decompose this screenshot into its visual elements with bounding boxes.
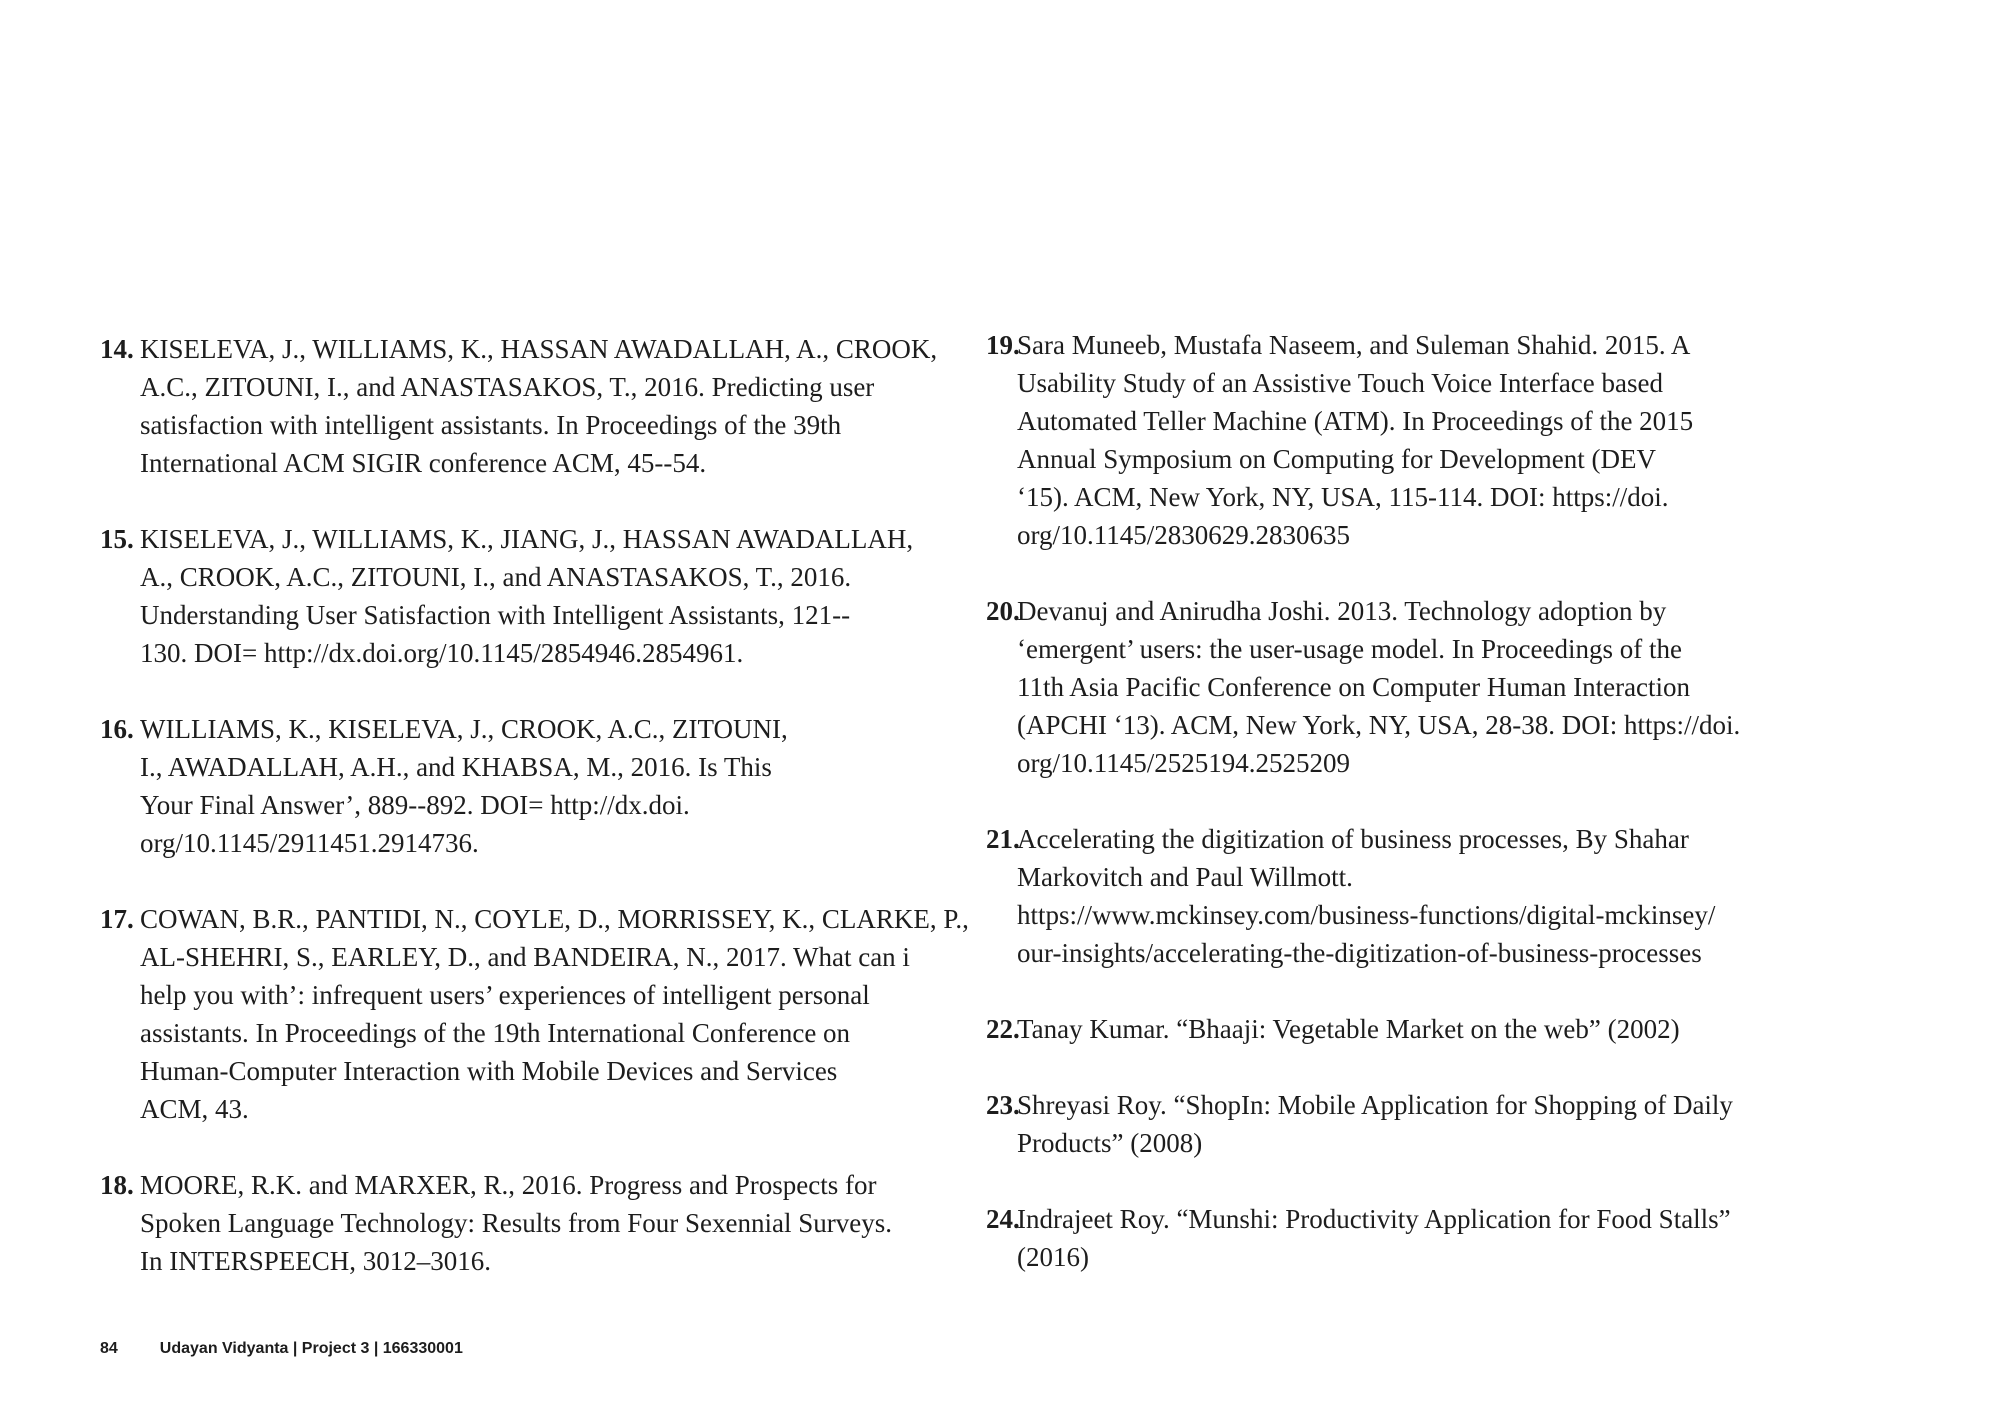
reference-item bbox=[986, 1200, 1886, 1276]
reference-line: 130. DOI= http://dx.doi.org/10.1145/2854946.2854961. bbox=[140, 638, 744, 668]
reference-line: Tanay Kumar. “Bhaaji: Vegetable Market on the web” (2002) bbox=[1017, 1014, 1680, 1044]
reference-line: AL-SHEHRI, S., EARLEY, D., and BANDEIRA, N., 2017. What can i bbox=[140, 942, 910, 972]
reference-line: KISELEVA, J., WILLIAMS, K., JIANG, J., HASSAN AWADALLAH, bbox=[140, 524, 914, 554]
reference-line: Your Final Answer’, 889--892. DOI= http://dx.doi. bbox=[140, 790, 690, 820]
reference-line: Usability Study of an Assistive Touch Voice Interface based bbox=[1017, 368, 1663, 398]
reference-item bbox=[100, 520, 980, 672]
reference-number: 16. bbox=[100, 714, 134, 744]
reference-line: ‘15). ACM, New York, NY, USA, 115-114. DOI: https://doi. bbox=[1017, 482, 1669, 512]
reference-line: Annual Symposium on Computing for Development (DEV bbox=[1017, 444, 1656, 474]
reference-item bbox=[986, 592, 1886, 782]
reference-line: help you with’: infrequent users’ experiences of intelligent personal bbox=[140, 980, 870, 1010]
reference-line: ‘emergent’ users: the user-usage model. In Proceedings of the bbox=[1017, 634, 1682, 664]
page-footer bbox=[100, 1340, 463, 1358]
reference-line: org/10.1145/2525194.2525209 bbox=[1017, 748, 1351, 778]
reference-line: (2016) bbox=[1017, 1242, 1089, 1272]
reference-line: Spoken Language Technology: Results from Four Sexennial Surveys. bbox=[140, 1208, 893, 1238]
reference-item bbox=[100, 900, 980, 1128]
reference-line: I., AWADALLAH, A.H., and KHABSA, M., 2016. Is This bbox=[140, 752, 772, 782]
reference-number: 24. bbox=[986, 1204, 1020, 1234]
reference-item bbox=[100, 710, 980, 862]
reference-line: our-insights/accelerating-the-digitization-of-business-processes bbox=[1017, 938, 1702, 968]
reference-line: org/10.1145/2911451.2914736. bbox=[140, 828, 479, 858]
reference-line: Accelerating the digitization of business processes, By Shahar bbox=[1017, 824, 1689, 854]
reference-number: 18. bbox=[100, 1170, 134, 1200]
reference-line: COWAN, B.R., PANTIDI, N., COYLE, D., MORRISSEY, K., CLARKE, P., bbox=[140, 904, 969, 934]
reference-line: MOORE, R.K. and MARXER, R., 2016. Progress and Prospects for bbox=[140, 1170, 877, 1200]
reference-line: ACM, 43. bbox=[140, 1094, 249, 1124]
reference-line: (APCHI ‘13). ACM, New York, NY, USA, 28-38. DOI: https://doi. bbox=[1017, 710, 1741, 740]
reference-line: In INTERSPEECH, 3012–3016. bbox=[140, 1246, 491, 1276]
reference-item bbox=[100, 1166, 980, 1280]
reference-item bbox=[986, 326, 1886, 554]
reference-line: A., CROOK, A.C., ZITOUNI, I., and ANASTASAKOS, T., 2016. bbox=[140, 562, 852, 592]
reference-number: 17. bbox=[100, 904, 134, 934]
reference-line: Automated Teller Machine (ATM). In Proceedings of the 2015 bbox=[1017, 406, 1694, 436]
reference-line: Products” (2008) bbox=[1017, 1128, 1203, 1158]
reference-line: WILLIAMS, K., KISELEVA, J., CROOK, A.C., ZITOUNI, bbox=[140, 714, 788, 744]
reference-line: A.C., ZITOUNI, I., and ANASTASAKOS, T., 2016. Predicting user bbox=[140, 372, 875, 402]
reference-number: 14. bbox=[100, 334, 134, 364]
reference-item bbox=[986, 1086, 1886, 1162]
reference-line: Understanding User Satisfaction with Intelligent Assistants, 121-- bbox=[140, 600, 851, 630]
reference-number: 15. bbox=[100, 524, 134, 554]
reference-line: org/10.1145/2830629.2830635 bbox=[1017, 520, 1351, 550]
reference-number: 19. bbox=[986, 330, 1020, 360]
reference-line: Devanuj and Anirudha Joshi. 2013. Technology adoption by bbox=[1017, 596, 1667, 626]
reference-item bbox=[986, 1010, 1886, 1048]
reference-item bbox=[100, 330, 980, 482]
reference-number: 20. bbox=[986, 596, 1020, 626]
reference-line: Sara Muneeb, Mustafa Naseem, and Suleman Shahid. 2015. A bbox=[1017, 330, 1691, 360]
reference-line: International ACM SIGIR conference ACM, 45--54. bbox=[140, 448, 707, 478]
reference-line: 11th Asia Pacific Conference on Computer Human Interaction bbox=[1017, 672, 1691, 702]
page-number: 84 bbox=[100, 1340, 118, 1357]
reference-line: https://www.mckinsey.com/business-functions/digital-mckinsey/ bbox=[1017, 900, 1716, 930]
reference-item bbox=[986, 820, 1886, 972]
reference-number: 22. bbox=[986, 1014, 1020, 1044]
reference-number: 23. bbox=[986, 1090, 1020, 1120]
reference-line: assistants. In Proceedings of the 19th International Conference on bbox=[140, 1018, 851, 1048]
reference-line: KISELEVA, J., WILLIAMS, K., HASSAN AWADALLAH, A., CROOK, bbox=[140, 334, 938, 364]
reference-number: 21. bbox=[986, 824, 1020, 854]
references-right-column bbox=[986, 326, 1886, 1314]
reference-line: Markovitch and Paul Willmott. bbox=[1017, 862, 1353, 892]
reference-line: satisfaction with intelligent assistants. In Proceedings of the 39th bbox=[140, 410, 842, 440]
reference-line: Human-Computer Interaction with Mobile Devices and Services bbox=[140, 1056, 838, 1086]
reference-line: Indrajeet Roy. “Munshi: Productivity Application for Food Stalls” bbox=[1017, 1204, 1731, 1234]
reference-line: Shreyasi Roy. “ShopIn: Mobile Application for Shopping of Daily bbox=[1017, 1090, 1733, 1120]
footer-label: Udayan Vidyanta | Project 3 | 166330001 bbox=[159, 1340, 463, 1357]
references-left-column bbox=[100, 330, 980, 1318]
